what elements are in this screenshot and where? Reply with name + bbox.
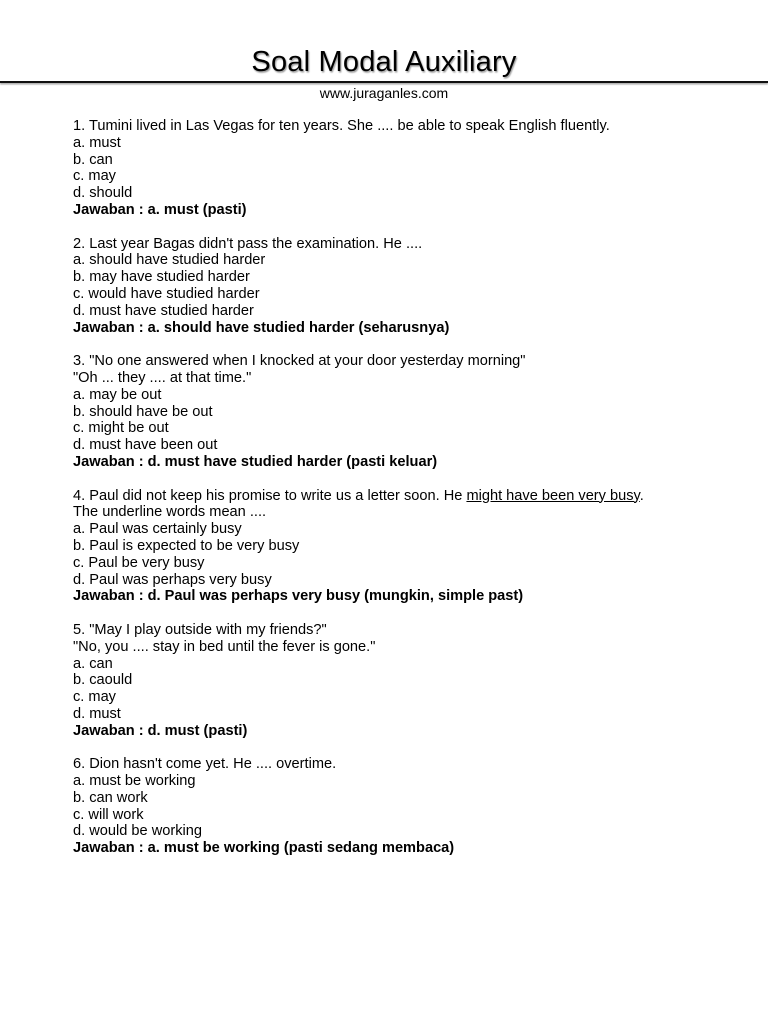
option-a: a. must <box>73 134 121 151</box>
answer-key: Jawaban : d. must have studied harder (pasti keluar) <box>73 453 438 470</box>
question-text-line-2: "No, you .... stay in bed until the fever is gone." <box>73 638 376 655</box>
option-c: c. will work <box>73 806 144 823</box>
answer-key: Jawaban : d. Paul was perhaps very busy (mungkin, simple past) <box>73 588 524 605</box>
answer-key: Jawaban : d. must (pasti) <box>73 722 248 739</box>
option-b: b. can work <box>73 789 148 806</box>
option-b: b. should have be out <box>73 403 213 420</box>
option-a: a. may be out <box>73 386 162 403</box>
question-text-line-2: "Oh ... they .... at that time." <box>73 369 252 386</box>
question-1 <box>73 118 733 219</box>
option-d: d. Paul was perhaps very busy <box>73 571 272 588</box>
option-c: c. would have studied harder <box>73 285 260 302</box>
option-a: a. Paul was certainly busy <box>73 521 242 538</box>
option-b: b. caould <box>73 672 133 689</box>
option-b: b. can <box>73 151 113 168</box>
question-text-start: 4. Paul did not keep his promise to write us a letter soon. He <box>73 487 467 504</box>
question-list <box>73 118 733 874</box>
question-text: 5. "May I play outside with my friends?" <box>73 621 327 638</box>
option-c: c. might be out <box>73 420 169 437</box>
question-text: 2. Last year Bagas didn't pass the examination. He .... <box>73 235 423 252</box>
option-d: d. should <box>73 185 133 202</box>
option-d: d. would be working <box>73 823 202 840</box>
source-url: www.juraganles.com <box>319 85 449 101</box>
answer-key: Jawaban : a. must be working (pasti sedang membaca) <box>73 840 455 857</box>
question-3 <box>73 353 733 471</box>
answer-key: Jawaban : a. must (pasti) <box>73 201 247 218</box>
option-c: c. may <box>73 168 116 185</box>
option-c: c. Paul be very busy <box>73 554 205 571</box>
question-text-end: . <box>639 487 644 504</box>
option-a: a. can <box>73 655 113 672</box>
question-4 <box>73 488 733 606</box>
option-a: a. should have studied harder <box>73 252 266 269</box>
option-a: a. must be working <box>73 773 196 790</box>
answer-key: Jawaban : a. should have studied harder (seharusnya) <box>73 319 450 336</box>
option-d: d. must have been out <box>73 437 218 454</box>
question-text: 3. "No one answered when I knocked at your door yesterday morning" <box>73 353 526 370</box>
question-5 <box>73 622 733 740</box>
option-d: d. must have studied harder <box>73 302 254 319</box>
document-title: Soal Modal Auxiliary <box>251 46 517 78</box>
title-divider <box>0 81 768 83</box>
question-text: 1. Tumini lived in Las Vegas for ten years. She .... be able to speak English fluently. <box>73 118 610 134</box>
option-b: b. may have studied harder <box>73 269 250 286</box>
question-6 <box>73 756 733 857</box>
option-c: c. may <box>73 689 116 706</box>
question-text-line-2: The underline words mean .... <box>73 504 267 521</box>
option-b: b. Paul is expected to be very busy <box>73 537 300 554</box>
underlined-phrase: might have been very busy <box>466 487 640 504</box>
question-2 <box>73 236 733 337</box>
question-text <box>73 488 733 505</box>
option-d: d. must <box>73 705 121 722</box>
question-text: 6. Dion hasn't come yet. He .... overtime. <box>73 756 337 773</box>
